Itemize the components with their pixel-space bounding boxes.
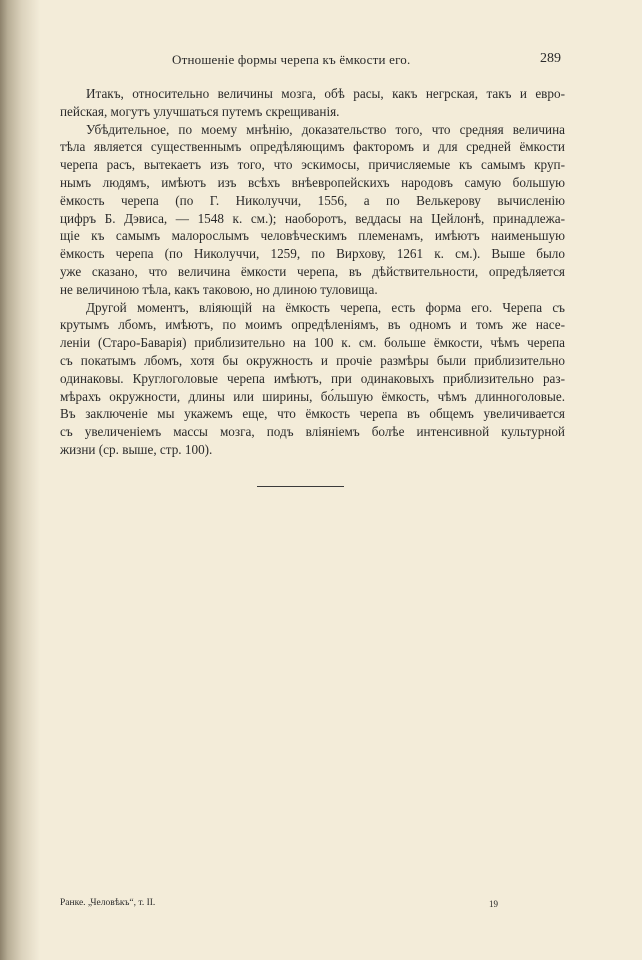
signature-number: 19	[489, 899, 498, 909]
text-line: черепа расъ, вытекаетъ изъ того, что эскимосы, причисляемые къ самымъ круп-	[60, 157, 565, 173]
text-line: Итакъ, относительно величины мозга, обѣ расы, какъ негрская, такъ и евро-	[86, 86, 565, 101]
text-line: крутымъ лбомъ, имѣютъ, по моимъ опредѣленіямъ, въ одномъ и томъ же насе-	[60, 317, 565, 333]
text-line: щіе къ самымъ малорослымъ человѣческимъ племенамъ, имѣютъ наименьшую	[60, 228, 565, 244]
text-line: ёмкость черепа (по Г. Николуччи, 1556, а по Велькерову вычисленію	[60, 192, 565, 208]
body-text	[60, 85, 565, 459]
text-line: ёмкость черепа (по Николуччи, 1259, по Вирхову, 1261 к. см.). Выше было	[60, 246, 565, 262]
text-line: леніи (Старо-Баварія) приблизительно на 100 к. см. больше ёмкости, чѣмъ черепа	[60, 335, 565, 351]
text-line: жизни (ср. выше, стр. 100).	[60, 441, 213, 457]
text-line: тѣла является существеннымъ опредѣляющимъ факторомъ и для средней ёмкости	[60, 139, 565, 155]
text-line: съ покатымъ лбомъ, хотя бы окружность и прочіе размѣры были приблизительно	[60, 352, 565, 368]
text-line: мѣрахъ окружности, длины или ширины, бо́льшую ёмкость, чѣмъ длинноголовые.	[60, 388, 565, 404]
text-line: цифръ Б. Дэвиса, — 1548 к. см.); наоборотъ, веддасы на Цейлонѣ, принадлежа-	[60, 210, 565, 226]
binding-shadow	[0, 0, 40, 960]
text-line: одинаковы. Круглоголовые черепа имѣютъ, при одинаковыхъ приблизительно раз-	[60, 370, 565, 386]
text-line: Убѣдительное, по моему мнѣнію, доказательство того, что средняя величина	[86, 121, 565, 137]
running-title: Отношеніе формы черепа къ ёмкости его.	[172, 52, 411, 67]
text-line: уже сказано, что величина ёмкости черепа, въ дѣйствительности, опредѣляется	[60, 263, 565, 279]
text-line: нымъ людямъ, имѣютъ изъ всѣхъ внѣевропейскихъ народовъ самую большую	[60, 174, 565, 190]
text-line: Другой моментъ, вліяющій на ёмкость черепа, есть форма его. Черепа съ	[86, 299, 565, 315]
text-line: съ увеличеніемъ массы мозга, подъ вліяніемъ болѣе интенсивной культурной	[60, 424, 565, 440]
page-number: 289	[540, 51, 561, 66]
text-line: Въ заключеніе мы укажемъ еще, что ёмкость черепа въ общемъ увеличивается	[60, 406, 565, 422]
page-header	[60, 50, 565, 70]
section-divider	[257, 486, 344, 487]
text-line: пейская, могутъ улучшаться путемъ скрещиванія.	[60, 103, 340, 119]
text-line: не величиною тѣла, какъ таковою, но длиною туловища.	[60, 281, 378, 297]
footer-signature: Ранке. „Человѣкъ“, т. II.	[60, 898, 156, 908]
